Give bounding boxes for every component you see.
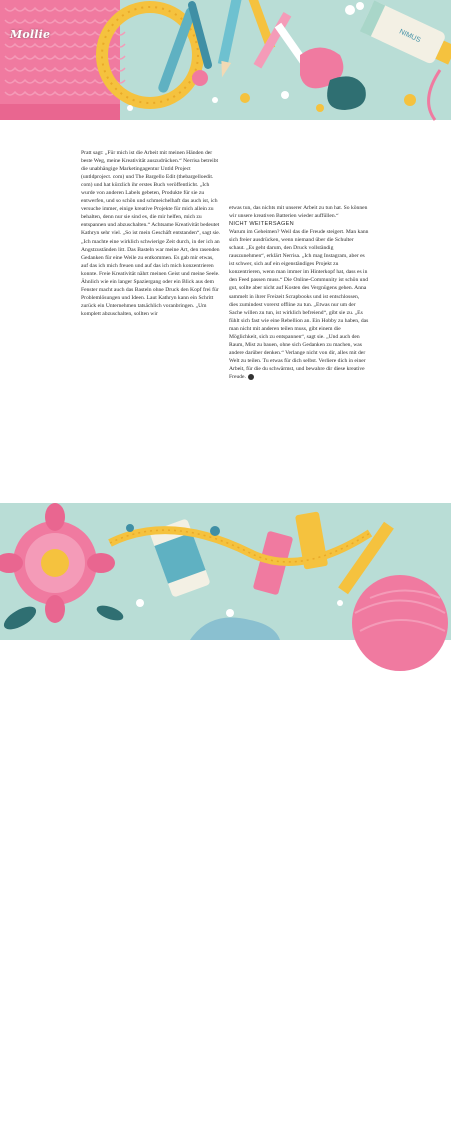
sewing-supplies-illustration [0, 503, 451, 640]
thread-spools-shape [149, 511, 328, 597]
yarn-ball-shape [352, 575, 448, 671]
bottom-flowers-shape [136, 599, 343, 617]
ribbon-shape [429, 70, 440, 120]
page-folio [24, 1129, 61, 1135]
page-number: 90 [24, 1129, 31, 1135]
pink-flower-shape [0, 503, 115, 623]
article-paragraph: Pratt sagt: „Für mich ist die Arbeit mit meinen Händen der beste Weg, meine Kreativität auszudrücken.“ Nerrisa betreibt die unabhängige Marketingagentur Untld Project (untldproject. com) und The Bargello Edit (thebargelloedit. com) und hat kürzlich ihr erstes Buch veröffentlicht. „Ich wurde von anderen Labels gebeten, Produkte für sie zu entwerfen, und so schön und schmeichelhaft das auch ist, ich versuche immer, einige kreative Projekte für mich allein zu behalten, denn nur sie sind es, die mir helfen, mich zu entspannen und abzuschalten.“ Achtsame Kreativität bedeutet Kathryn sehr viel. „So ist mein Geschäft entstanden“, sagt sie. „Ich machte eine wirklich schwierige Zeit durch, in der ich an Angstzuständen litt. Das Basteln war meine Art, den rasenden Gedanken für eine Weile zu entkommen. Es gab mir etwas, auf das ich mich freuen und auf das ich mich konzentrieren konnte. Freie Kreativität nährt meinen Geist und meine Seele. Ähnlich wie ein langer Spaziergang oder ein Blick aus dem Fenster macht auch das Basteln ohne Druck den Kopf frei für Problemlösungen und Ideen. Laut Kathryn kann ein Schritt zurück ein Unternehmen tatsächlich voranbringen. „Um komplett abzuschalten, sollten wir [81, 150, 221, 317]
end-mark-icon [248, 374, 254, 380]
teal-blob-shape [327, 76, 366, 110]
article-paragraph: Warum im Geheimen? Weil das die Freude steigert. Man kann sich freier ausdrücken, wenn niemand über die Schulter schaut. „Es geht darum, den Druck vollständig rauszunehmen“, erklärt Nerrisa. „Ich mag Instagram, aber es ist schwer, sich auf ein eigenständiges Projekt zu konzentrieren, wenn man immer im Hinterkopf hat, dass es in den Feed passen muss.“ Die Online-Community ist schön und gut, sollte aber nicht auf Kosten des Vergnügens gehen. Anna sammelt in ihrer Freizeit Scrapbooks und ist entschlossen, dies zumindest vorerst offline zu tun. „Etwas nur um der Sache willen zu tun, ist wirklich befreiend“, gibt sie zu. „Es fühlt sich fast wie eine Rebellion an. Ein Hobby zu haben, das man nicht mit anderen teilen muss, gibt einem die Möglichkeit, sich zu entspannen“, sagt sie. „Und auch den Raum, Mist zu bauen, ohne sich Gedanken zu machen, was andere darüber denken.“ Verlange nicht von dir, alles mit der Welt zu teilen. Tu etwas für dich selbst. Verliere dich in einer Arbeit, für die du schwärmst, und bewahre dir diese kreative Freude. [229, 229, 369, 380]
paint-tube-label: NIMUS [398, 28, 422, 45]
article-paragraph: etwas tun, das nichts mit unserer Arbeit zu tun hat. So können wir unsere kreativen Batterien wieder auffüllen.“ [229, 205, 368, 220]
craft-supplies-illustration [0, 0, 451, 120]
magazine-logo: Mollie [10, 28, 51, 41]
article-column-1 [81, 149, 221, 318]
fabric-shape [190, 618, 280, 641]
pencils-shape [218, 0, 313, 79]
article-subheading: NICHT WEITERSAGEN [229, 221, 294, 228]
tape-measure-shape [110, 530, 370, 562]
top-illustration-banner [0, 0, 451, 120]
bottom-illustration-banner [0, 503, 451, 1135]
folio-magazine-name: MOLLIE [38, 1129, 62, 1135]
article-column-2 [229, 204, 369, 381]
folio-separator: | [33, 1129, 36, 1135]
